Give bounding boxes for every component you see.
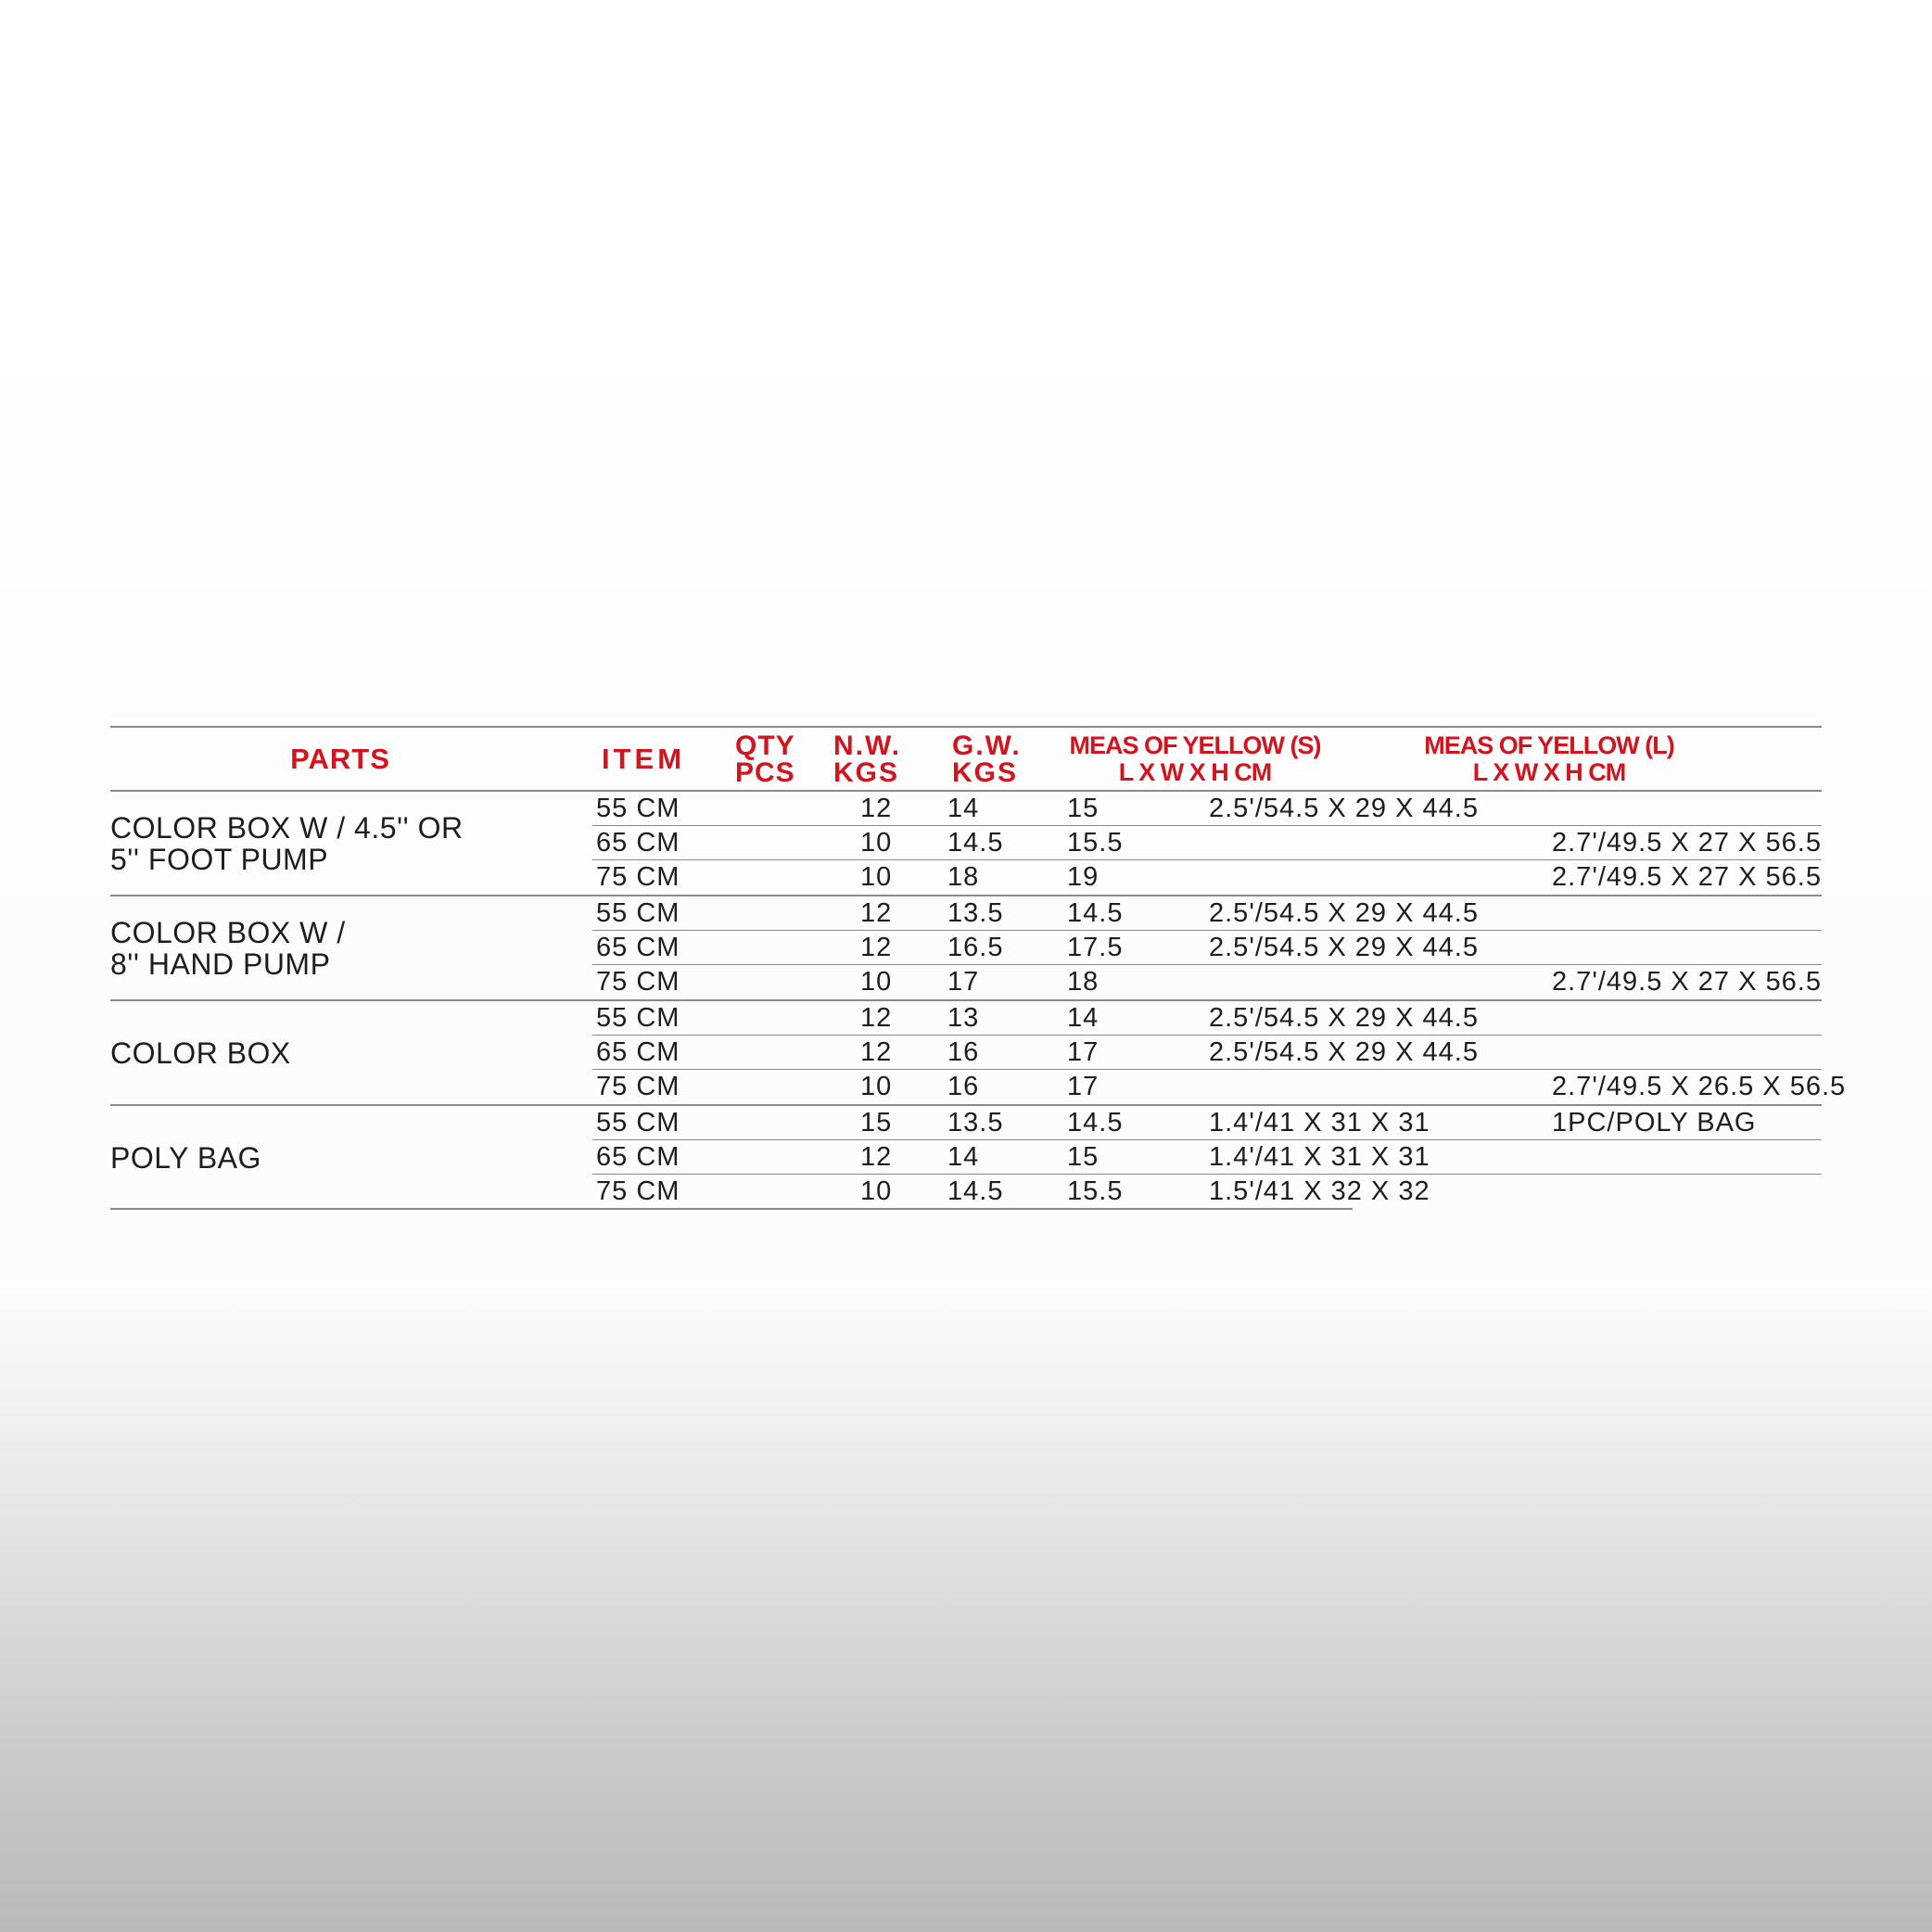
table-row — [592, 965, 1822, 999]
cell-net-weight: 13 — [947, 1003, 980, 1033]
cell-item: 55 CM — [596, 794, 680, 823]
cell-gross-weight: 14.5 — [1067, 1108, 1124, 1138]
cell-meas-large: 2.7'/49.5 X 27 X 56.5 — [1552, 828, 1822, 858]
cell-item: 55 CM — [596, 898, 680, 928]
table-group — [110, 1106, 1822, 1209]
cell-item: 75 CM — [596, 967, 680, 997]
table-row — [592, 1175, 1822, 1209]
cell-item: 55 CM — [596, 1108, 680, 1138]
cell-meas-large: 2.7'/49.5 X 27 X 56.5 — [1552, 862, 1822, 892]
part-label: POLY BAG — [110, 1140, 261, 1175]
cell-gross-weight: 14 — [1067, 1003, 1099, 1033]
cell-qty: 12 — [860, 1003, 893, 1033]
cell-net-weight: 14 — [947, 794, 980, 823]
cell-net-weight: 17 — [947, 967, 980, 997]
table-header — [110, 726, 1822, 792]
cell-qty: 10 — [860, 1072, 893, 1101]
table-bottom-rule — [110, 1208, 1353, 1210]
table-group — [110, 1001, 1847, 1106]
cell-item: 65 CM — [596, 1037, 680, 1067]
table-row — [592, 1070, 1847, 1104]
cell-net-weight: 16.5 — [947, 933, 1004, 962]
cell-gross-weight: 17 — [1067, 1072, 1099, 1101]
cell-qty: 10 — [860, 828, 893, 858]
header-meas-small: MEAS OF YELLOW (S) L X W X H CM — [1069, 731, 1321, 786]
cell-gross-weight: 15 — [1067, 1142, 1099, 1172]
cell-gross-weight: 17 — [1067, 1037, 1099, 1067]
cell-item: 65 CM — [596, 828, 680, 858]
cell-net-weight: 18 — [947, 862, 980, 892]
cell-gross-weight: 19 — [1067, 862, 1099, 892]
cell-qty: 10 — [860, 862, 893, 892]
cell-item: 55 CM — [596, 1003, 680, 1033]
cell-meas-small: 1.5'/41 X 32 X 32 — [1209, 1176, 1430, 1206]
cell-item: 75 CM — [596, 1176, 680, 1206]
cell-net-weight: 13.5 — [947, 1108, 1004, 1138]
table-row — [592, 860, 1822, 895]
cell-gross-weight: 18 — [1067, 967, 1099, 997]
part-label: COLOR BOX — [110, 1036, 291, 1070]
cell-gross-weight: 14.5 — [1067, 898, 1124, 928]
cell-meas-small: 2.5'/54.5 X 29 X 44.5 — [1209, 898, 1479, 928]
cell-gross-weight: 15.5 — [1067, 828, 1124, 858]
cell-qty: 10 — [860, 1176, 893, 1206]
cell-net-weight: 16 — [947, 1072, 980, 1101]
cell-qty: 12 — [860, 898, 893, 928]
header-meas-large: MEAS OF YELLOW (L) L X W X H CM — [1424, 731, 1674, 786]
cell-meas-large: 1PC/POLY BAG — [1552, 1108, 1757, 1138]
cell-qty: 15 — [860, 1108, 893, 1138]
cell-qty: 12 — [860, 1142, 893, 1172]
cell-qty: 10 — [860, 967, 893, 997]
cell-meas-small: 2.5'/54.5 X 29 X 44.5 — [1209, 794, 1479, 823]
cell-meas-large: 2.7'/49.5 X 27 X 56.5 — [1552, 967, 1822, 997]
cell-net-weight: 14.5 — [947, 828, 1004, 858]
table-row — [592, 1036, 1822, 1070]
cell-net-weight: 14.5 — [947, 1176, 1004, 1206]
cell-meas-small: 2.5'/54.5 X 29 X 44.5 — [1209, 933, 1479, 962]
cell-net-weight: 16 — [947, 1037, 980, 1067]
cell-item: 75 CM — [596, 1072, 680, 1101]
cell-item: 75 CM — [596, 862, 680, 892]
cell-gross-weight: 15 — [1067, 794, 1099, 823]
part-label: COLOR BOX W / 4.5'' OR 5'' FOOT PUMP — [110, 810, 464, 876]
cell-meas-small: 1.4'/41 X 31 X 31 — [1209, 1108, 1430, 1138]
cell-gross-weight: 15.5 — [1067, 1176, 1124, 1206]
header-net-weight: N.W. KGS — [833, 730, 901, 788]
header-qty: QTY PCS — [735, 730, 795, 788]
cell-gross-weight: 17.5 — [1067, 933, 1124, 962]
table-row — [592, 792, 1822, 826]
header-item: ITEM — [601, 743, 686, 775]
cell-qty: 12 — [860, 1037, 893, 1067]
cell-qty: 12 — [860, 794, 893, 823]
header-parts: PARTS — [290, 743, 390, 775]
cell-net-weight: 13.5 — [947, 898, 1004, 928]
header-gross-weight: G.W. KGS — [952, 730, 1022, 788]
part-label: COLOR BOX W / 8'' HAND PUMP — [110, 915, 346, 981]
cell-meas-small: 2.5'/54.5 X 29 X 44.5 — [1209, 1037, 1479, 1067]
table-row — [592, 931, 1822, 965]
cell-meas-small: 1.4'/41 X 31 X 31 — [1209, 1142, 1430, 1172]
cell-item: 65 CM — [596, 1142, 680, 1172]
table-row — [592, 1140, 1822, 1175]
cell-net-weight: 14 — [947, 1142, 980, 1172]
cell-qty: 12 — [860, 933, 893, 962]
table-row — [592, 896, 1822, 931]
table-row — [592, 826, 1822, 860]
table-row — [592, 1001, 1822, 1036]
cell-meas-large: 2.7'/49.5 X 26.5 X 56.5 — [1552, 1072, 1847, 1101]
table-row — [592, 1106, 1822, 1140]
table-group — [110, 896, 1822, 1001]
cell-meas-small: 2.5'/54.5 X 29 X 44.5 — [1209, 1003, 1479, 1033]
table-group — [110, 792, 1822, 896]
cell-item: 65 CM — [596, 933, 680, 962]
